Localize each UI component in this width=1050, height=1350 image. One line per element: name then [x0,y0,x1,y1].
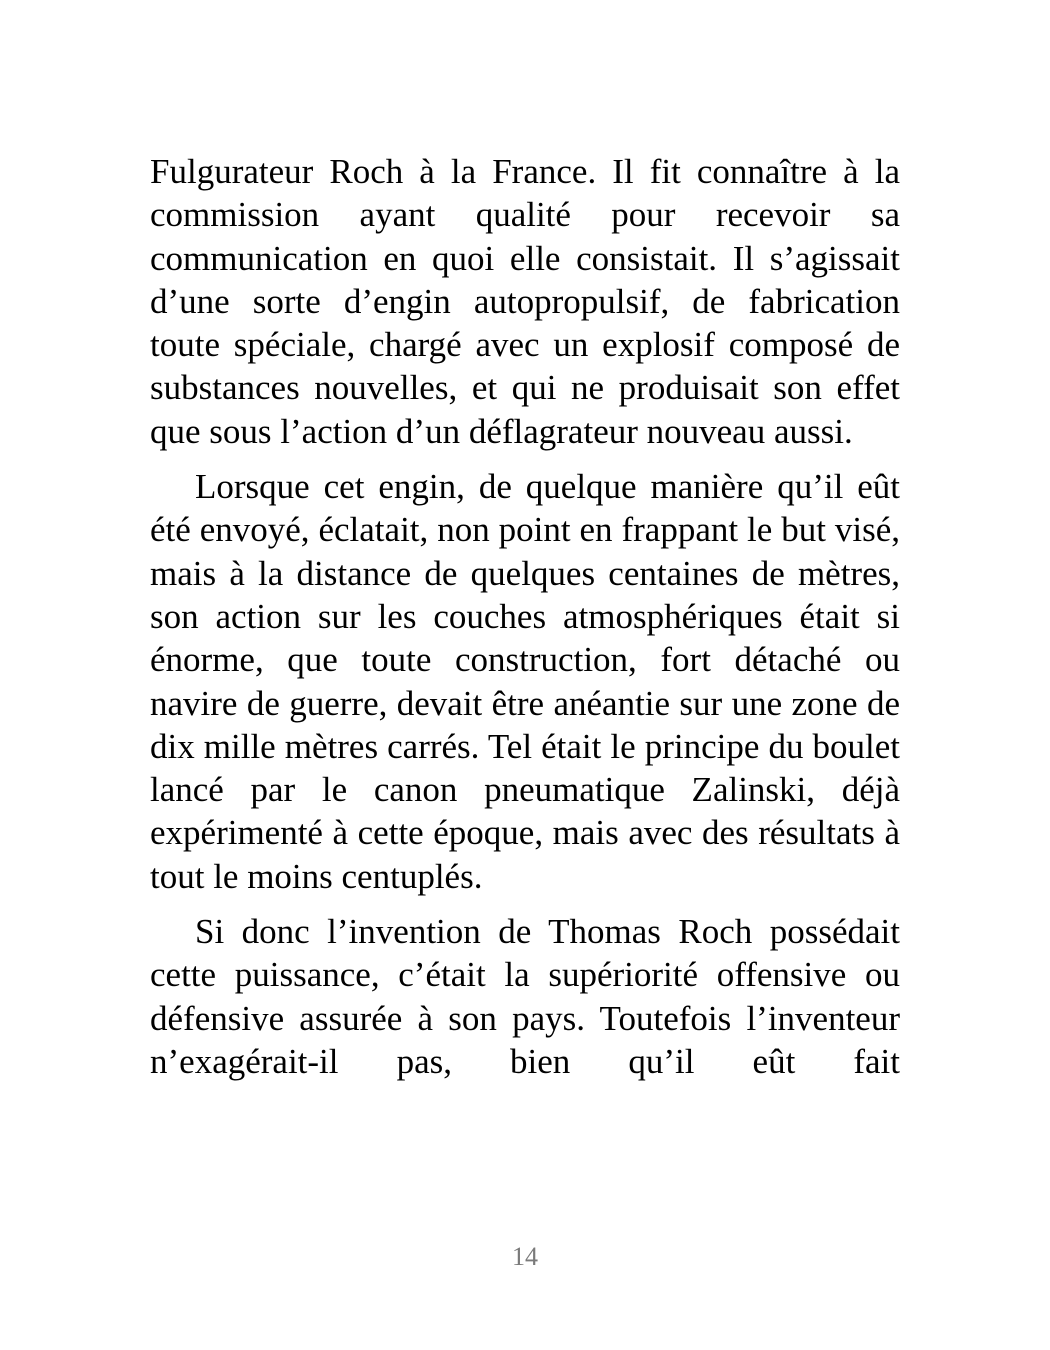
paragraph-3: Si donc l’invention de Thomas Roch possédait cette puissance, c’était la supériorité offensive ou défensive assurée à son pays. Toutefois l’inventeur n’exagérait-il pas, bien qu’il eût fait [150,912,900,1081]
paragraph-1: Fulgurateur Roch à la France. Il fit connaître à la commission ayant qualité pour recevoir sa communication en quoi elle consistait. Il s’agissait d’une sorte d’engin autopropulsif, de fabrication toute spéciale, chargé avec un explosif composé de substances nouvelles, et qui ne produisait son effet que sous l’action d’un déflagrateur nouveau aussi. [150,152,900,451]
body-text [150,150,900,1083]
paragraph-2: Lorsque cet engin, de quelque manière qu’il eût été envoyé, éclatait, non point en frappant le but visé, mais à la distance de quelques centaines de mètres, son action sur les couches atmosphériques était si énorme, que toute construction, fort détaché ou navire de guerre, devait être anéantie sur une zone de dix mille mètres carrés. Tel était le principe du boulet lancé par le canon pneumatique Zalinski, déjà expérimenté à cette époque, mais avec des résultats à tout le moins centuplés. [150,467,900,896]
page-number: 14 [512,1242,538,1271]
